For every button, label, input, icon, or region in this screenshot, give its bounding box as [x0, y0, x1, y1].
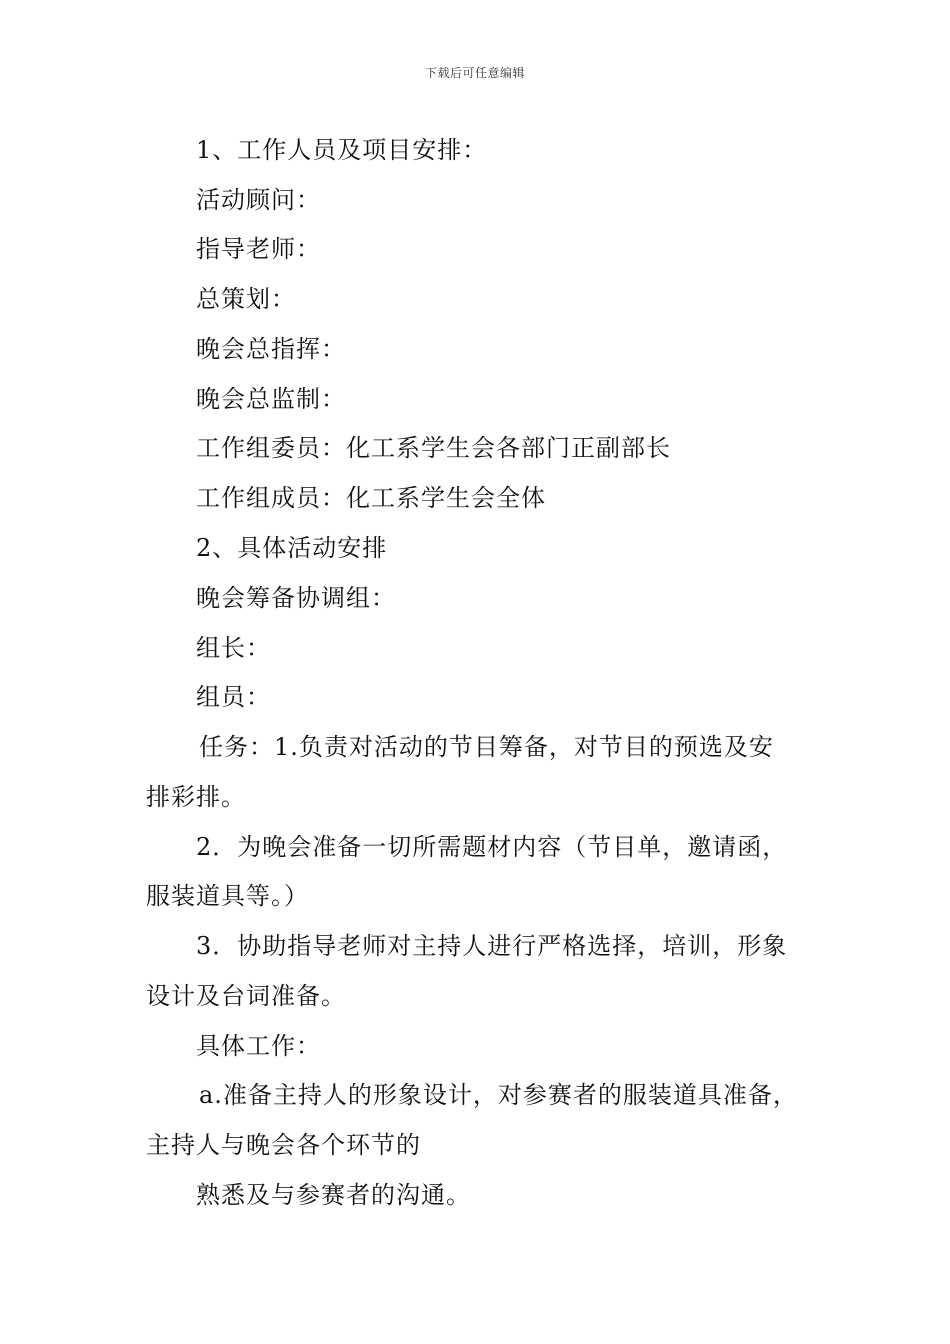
line-group-leader: 组长：	[196, 634, 271, 662]
paragraph-work-a-line-1: a.准备主持人的形象设计，对参赛者的服装道具准备，	[199, 1081, 798, 1109]
paragraph-task-3-line-2: 设计及台词准备。	[146, 982, 346, 1010]
section-1-heading: 1、工作人员及项目安排：	[196, 136, 488, 164]
paragraph-task-1-line-2: 排彩排。	[146, 783, 246, 811]
paragraph-task-2-line-1: 2．为晚会准备一切所需题材内容（节目单，邀请函，	[196, 833, 788, 861]
paragraph-task-2-line-2: 服装道具等。）	[146, 882, 309, 910]
paragraph-task-1-line-1: 任务：1.负责对活动的节目筹备，对节目的预选及安	[199, 733, 774, 761]
line-group-members: 组员：	[196, 683, 271, 711]
line-gala-supervisor: 晚会总监制：	[196, 385, 346, 413]
line-chief-planner: 总策划：	[196, 285, 296, 313]
section-2-heading: 2、具体活动安排	[196, 534, 388, 562]
line-working-group-members: 工作组成员：化工系学生会全体	[196, 484, 546, 512]
paragraph-task-3-line-1: 3．协助指导老师对主持人进行严格选择，培训，形象	[196, 932, 788, 960]
line-specific-work: 具体工作：	[196, 1032, 321, 1060]
paragraph-work-a-line-2: 主持人与晚会各个环节的	[146, 1131, 421, 1159]
line-coordination-group: 晚会筹备协调组：	[196, 584, 396, 612]
line-gala-commander: 晚会总指挥：	[196, 335, 346, 363]
line-guiding-teacher: 指导老师：	[196, 235, 321, 263]
line-activity-advisor: 活动顾问：	[196, 186, 321, 214]
page-header-note: 下载后可任意编辑	[424, 66, 525, 80]
line-working-group-committee: 工作组委员：化工系学生会各部门正副部长	[196, 434, 671, 462]
paragraph-work-a-line-3: 熟悉及与参赛者的沟通。	[196, 1181, 471, 1209]
